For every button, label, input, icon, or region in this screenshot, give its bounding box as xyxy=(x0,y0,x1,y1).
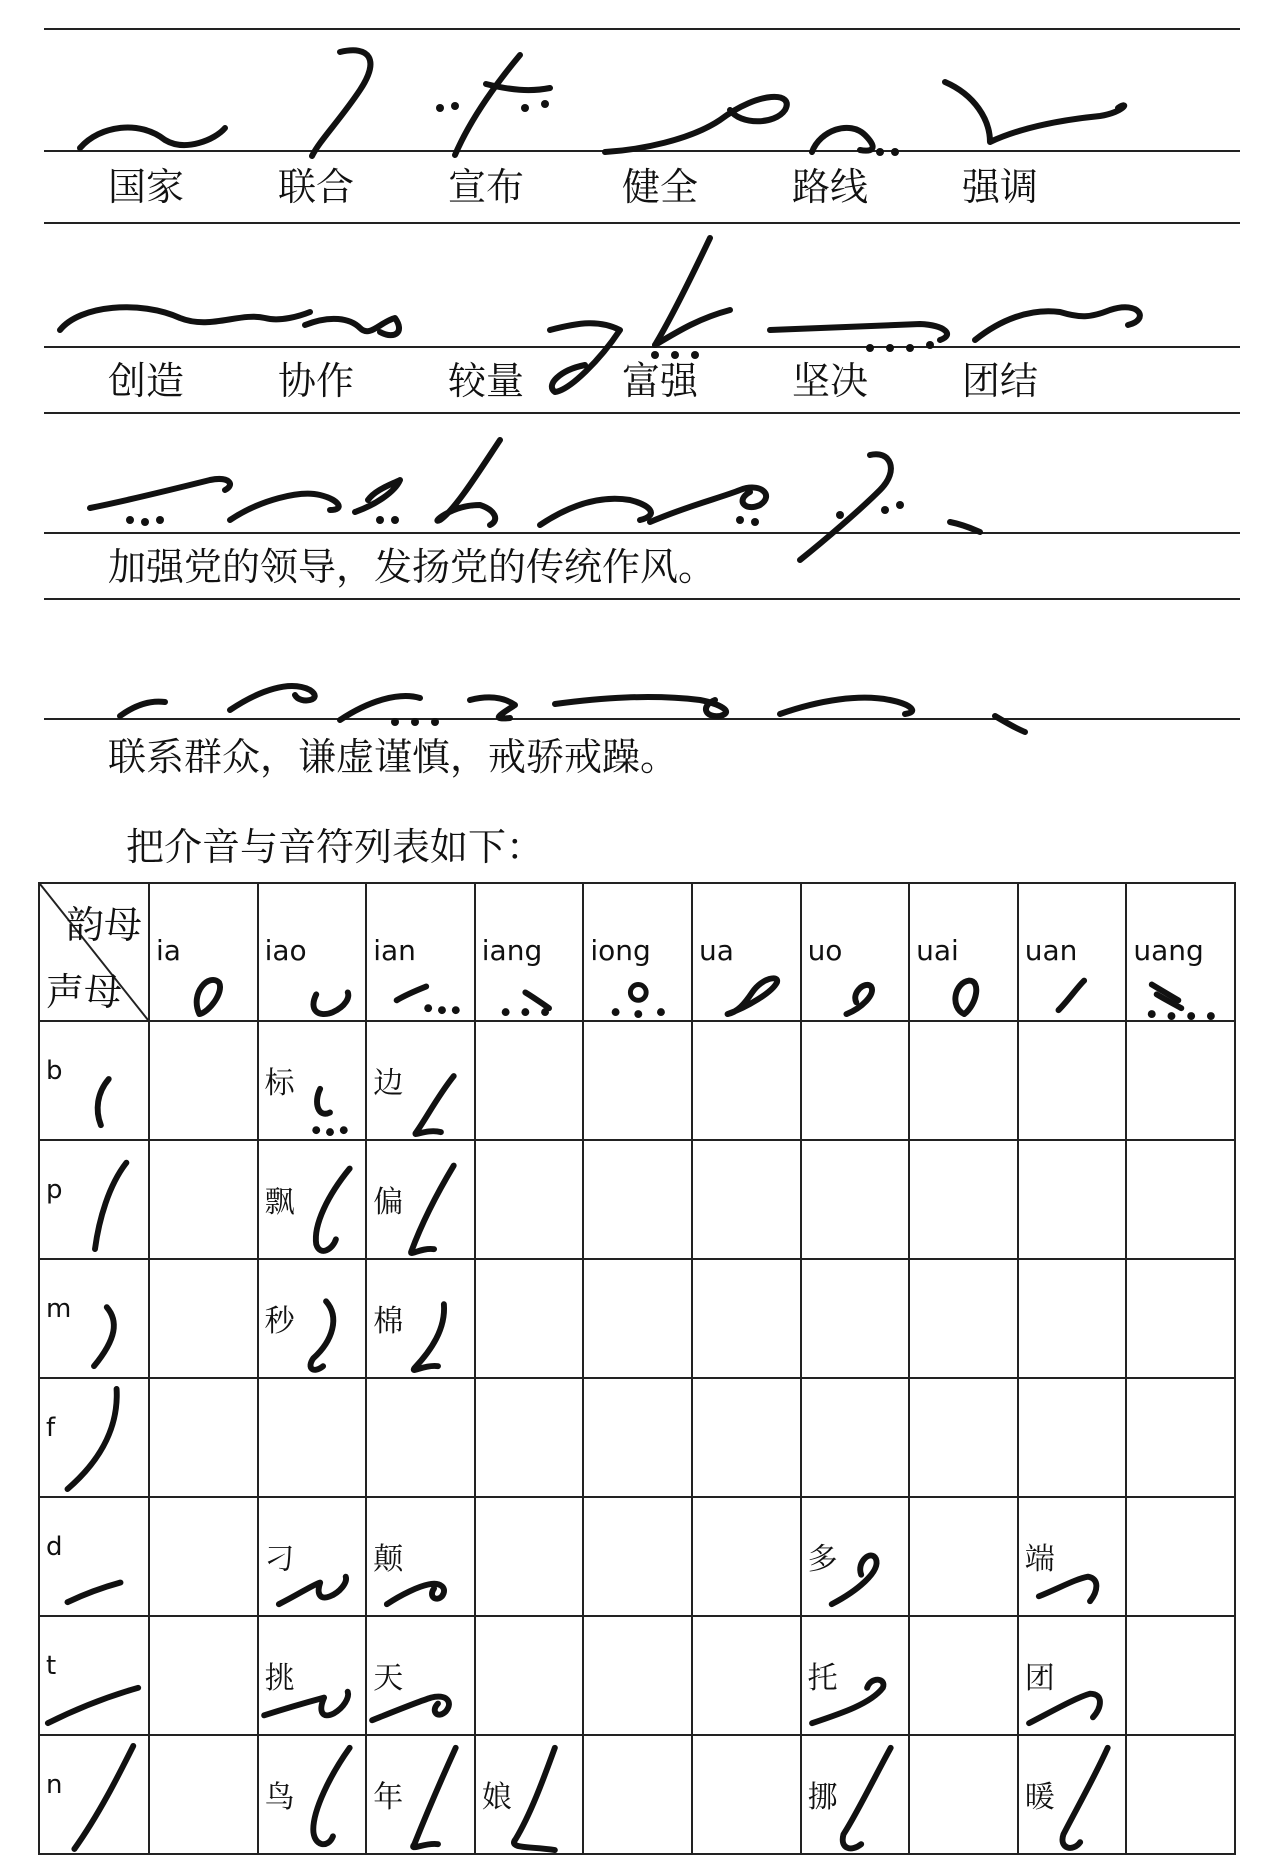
table-row xyxy=(39,1616,1235,1735)
table-cell: 挪 xyxy=(801,1735,910,1854)
col-header: uo xyxy=(801,883,910,1021)
table-cell: 天 xyxy=(366,1616,475,1735)
table-cell xyxy=(149,1259,258,1378)
table-cell xyxy=(475,1140,584,1259)
shorthand-dot xyxy=(156,516,164,524)
table-cell xyxy=(1018,1140,1127,1259)
shorthand-stroke xyxy=(555,697,726,716)
col-header: iang xyxy=(475,883,584,1021)
rule-line xyxy=(44,412,1240,414)
table-cell xyxy=(1126,1259,1235,1378)
rule-line xyxy=(44,150,1240,152)
shorthand-dot xyxy=(881,506,889,514)
table-cell xyxy=(149,1735,258,1854)
corner-cell xyxy=(39,883,149,1021)
initial-label: 声母 xyxy=(46,970,123,1014)
practice-word: 富强 xyxy=(622,359,699,403)
shorthand-stroke xyxy=(305,318,399,335)
shorthand-stroke xyxy=(355,480,400,512)
table-cell xyxy=(801,1378,910,1497)
table-cell xyxy=(583,1259,692,1378)
practice-word: 创造 xyxy=(108,359,185,403)
table-cell xyxy=(692,1735,801,1854)
table-cell xyxy=(909,1735,1018,1854)
table-cell: 端 xyxy=(1018,1497,1127,1616)
table-cell: 秒 xyxy=(258,1259,367,1378)
practice-word: 宣布 xyxy=(448,165,525,209)
shorthand-stroke xyxy=(340,696,420,720)
table-cell xyxy=(149,1021,258,1140)
col-header: iao xyxy=(258,883,367,1021)
table-cell xyxy=(1018,1259,1127,1378)
table-row xyxy=(39,1140,1235,1259)
table-cell: 暖 xyxy=(1018,1735,1127,1854)
table-cell xyxy=(692,1021,801,1140)
table-cell xyxy=(1126,1735,1235,1854)
table-cell xyxy=(801,1140,910,1259)
table-cell xyxy=(366,1378,475,1497)
shorthand-stroke xyxy=(470,698,515,719)
shorthand-stroke xyxy=(120,702,165,716)
rule-line xyxy=(44,346,1240,348)
shorthand-stroke xyxy=(486,84,550,90)
sound-table xyxy=(38,882,1236,1855)
table-cell xyxy=(475,1259,584,1378)
table-row xyxy=(39,1497,1235,1616)
practice-sentence: 加强党的领导，发扬党的传统作风。 xyxy=(108,545,717,589)
shorthand-dot xyxy=(896,501,904,509)
table-cell xyxy=(149,1616,258,1735)
table-cell xyxy=(692,1140,801,1259)
table-cell xyxy=(692,1616,801,1735)
table-cell xyxy=(692,1378,801,1497)
row-header: n xyxy=(39,1735,149,1854)
col-header: iong xyxy=(583,883,692,1021)
practice-word: 较量 xyxy=(448,359,525,403)
table-cell xyxy=(583,1616,692,1735)
shorthand-dot xyxy=(376,516,384,524)
col-header: uai xyxy=(909,883,1018,1021)
shorthand-stroke xyxy=(812,128,873,152)
rule-line xyxy=(44,532,1240,534)
shorthand-stroke xyxy=(540,499,651,525)
table-cell xyxy=(1126,1021,1235,1140)
table-cell: 飘 xyxy=(258,1140,367,1259)
table-cell: 托 xyxy=(801,1616,910,1735)
practice-word: 健全 xyxy=(622,165,699,209)
table-cell xyxy=(801,1021,910,1140)
shorthand-stroke xyxy=(945,82,1124,142)
table-cell xyxy=(583,1378,692,1497)
table-cell xyxy=(475,1497,584,1616)
shorthand-stroke xyxy=(800,454,891,560)
col-header: uang xyxy=(1126,883,1235,1021)
table-cell xyxy=(475,1021,584,1140)
shorthand-stroke xyxy=(655,310,730,345)
shorthand-stroke xyxy=(780,698,912,714)
table-cell xyxy=(692,1259,801,1378)
table-cell xyxy=(1018,1378,1127,1497)
practice-word: 协作 xyxy=(278,359,355,403)
table-intro: 把介音与音符列表如下： xyxy=(126,825,545,869)
table-cell xyxy=(909,1140,1018,1259)
practice-word: 国家 xyxy=(108,165,185,209)
table-cell: 棉 xyxy=(366,1259,475,1378)
shorthand-stroke xyxy=(975,307,1140,340)
table-cell xyxy=(1018,1021,1127,1140)
row-header: m xyxy=(39,1259,149,1378)
shorthand-stroke xyxy=(550,323,620,392)
table-cell xyxy=(583,1021,692,1140)
shorthand-stroke xyxy=(312,50,370,156)
table-cell: 边 xyxy=(366,1021,475,1140)
shorthand-dot xyxy=(436,104,444,112)
table-cell xyxy=(583,1735,692,1854)
shorthand-stroke xyxy=(90,479,230,508)
table-cell xyxy=(475,1616,584,1735)
practice-word: 强调 xyxy=(962,165,1039,209)
rule-line xyxy=(44,718,1240,720)
row-header: b xyxy=(39,1021,149,1140)
row-header: p xyxy=(39,1140,149,1259)
rule-line xyxy=(44,28,1240,30)
table-row xyxy=(39,1735,1235,1854)
table-cell xyxy=(583,1497,692,1616)
shorthand-dot xyxy=(521,104,529,112)
shorthand-dot xyxy=(141,518,149,526)
shorthand-dot xyxy=(391,516,399,524)
table-cell xyxy=(909,1021,1018,1140)
table-row xyxy=(39,1259,1235,1378)
rule-line xyxy=(44,598,1240,600)
table-cell: 挑 xyxy=(258,1616,367,1735)
shorthand-stroke xyxy=(455,55,520,155)
shorthand-stroke xyxy=(950,522,980,532)
table-cell xyxy=(1126,1140,1235,1259)
table-cell: 年 xyxy=(366,1735,475,1854)
table-cell xyxy=(909,1378,1018,1497)
table-cell: 鸟 xyxy=(258,1735,367,1854)
table-cell: 标 xyxy=(258,1021,367,1140)
table-cell xyxy=(258,1378,367,1497)
row-header: f xyxy=(39,1378,149,1497)
table-cell xyxy=(909,1616,1018,1735)
shorthand-stroke xyxy=(655,238,710,345)
col-header: ua xyxy=(692,883,801,1021)
shorthand-stroke xyxy=(605,97,787,152)
shorthand-dot xyxy=(691,351,699,359)
header-row xyxy=(39,883,1235,1021)
table-cell: 多 xyxy=(801,1497,910,1616)
table-cell xyxy=(909,1259,1018,1378)
table-cell xyxy=(909,1497,1018,1616)
final-label: 韵母 xyxy=(65,903,142,947)
table-cell: 偏 xyxy=(366,1140,475,1259)
table-cell xyxy=(149,1497,258,1616)
shorthand-stroke xyxy=(80,128,225,148)
table-cell: 刁 xyxy=(258,1497,367,1616)
practice-sentence: 联系群众，谦虚谨慎，戒骄戒躁。 xyxy=(108,735,679,779)
shorthand-dot xyxy=(751,518,759,526)
shorthand-dot xyxy=(451,102,459,110)
table-cell: 娘 xyxy=(475,1735,584,1854)
table-row xyxy=(39,1021,1235,1140)
table-cell xyxy=(1126,1378,1235,1497)
shorthand-dot xyxy=(126,516,134,524)
practice-word: 团结 xyxy=(962,359,1039,403)
table-cell: 团 xyxy=(1018,1616,1127,1735)
shorthand-stroke xyxy=(650,488,766,522)
shorthand-dot xyxy=(736,516,744,524)
shorthand-stroke xyxy=(437,440,500,525)
table-cell xyxy=(475,1378,584,1497)
shorthand-dot xyxy=(671,351,679,359)
shorthand-dot xyxy=(836,511,844,519)
row-header: t xyxy=(39,1616,149,1735)
table-cell xyxy=(692,1497,801,1616)
shorthand-stroke xyxy=(770,324,947,340)
shorthand-stroke xyxy=(230,686,315,710)
table-cell xyxy=(149,1140,258,1259)
shorthand-dot xyxy=(541,100,549,108)
shorthand-stroke xyxy=(60,307,310,330)
practice-word: 坚决 xyxy=(792,359,869,403)
row-header: d xyxy=(39,1497,149,1616)
table-cell xyxy=(801,1259,910,1378)
table-cell xyxy=(149,1378,258,1497)
practice-word: 路线 xyxy=(792,165,869,209)
table-cell: 颠 xyxy=(366,1497,475,1616)
rule-line xyxy=(44,222,1240,224)
practice-word: 联合 xyxy=(278,165,355,209)
shorthand-stroke xyxy=(230,494,339,520)
table-row xyxy=(39,1378,1235,1497)
table-cell xyxy=(583,1140,692,1259)
col-header: ia xyxy=(149,883,258,1021)
col-header: ian xyxy=(366,883,475,1021)
table-cell xyxy=(1126,1616,1235,1735)
shorthand-dot xyxy=(651,351,659,359)
table-cell xyxy=(1126,1497,1235,1616)
col-header: uan xyxy=(1018,883,1127,1021)
